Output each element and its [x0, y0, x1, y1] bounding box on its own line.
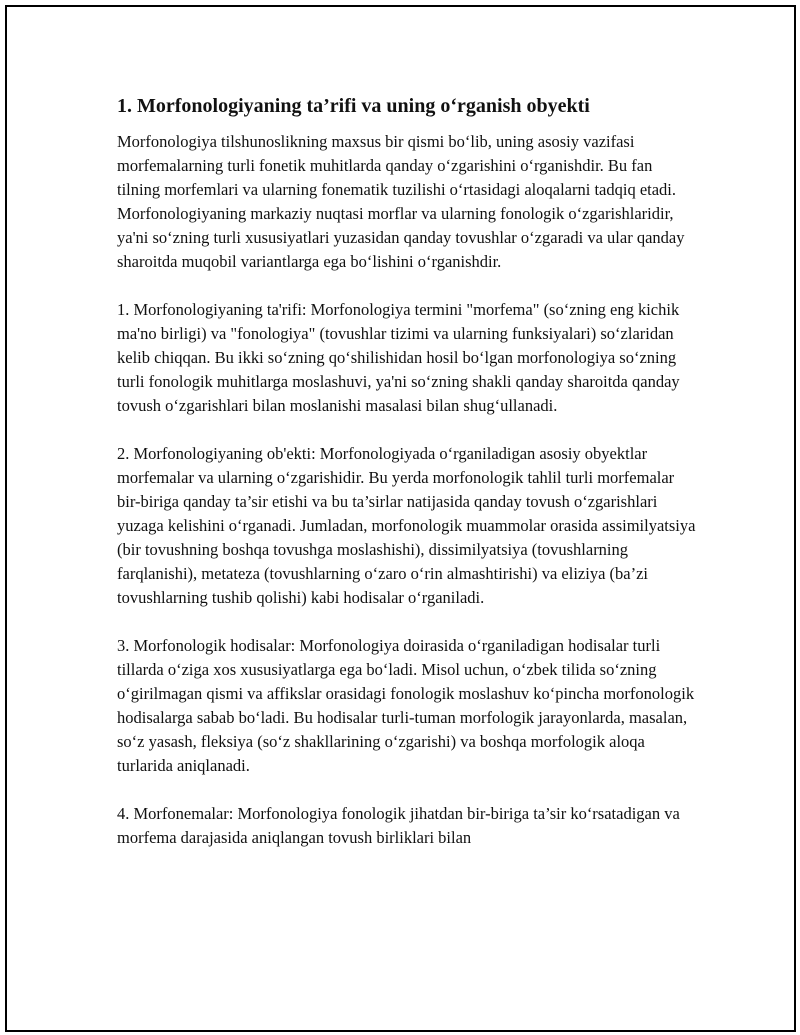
section-heading: 1. Morfonologiyaning ta’rifi va uning o‘rganish obyekti — [117, 95, 590, 117]
paragraph-object: 2. Morfonologiyaning ob'ekti: Morfonologiyada o‘rganiladigan asosiy obyektlar morfemalar va ularning o‘zgarishidir. Bu yerda morfonologik tahlil turli morfemalar bir-biriga qanday ta’sir etishi va bu ta’sirlar natijasida qanday tovush o‘zgarishlari yuzaga kelishini o‘rganadi. Jumladan, morfonologik muammolar orasida assimilyatsiya (bir tovushning boshqa tovushga moslashishi), dissimilyatsiya (tovushlarning farqlanishi), metateza (tovushlarning o‘zaro o‘rin almashtirishi) va eliziya (ba’zi tovushlarning tushib qolishi) kabi hodisalar o‘rganiladi. — [117, 444, 696, 607]
paragraph-intro: Morfonologiya tilshunoslikning maxsus bir qismi bo‘lib, uning asosiy vazifasi morfemalarning turli fonetik muhitlarda qanday o‘zgarishini o‘rganishdir. Bu fan tilning morfemlari va ularning fonematik tuzilishi o‘rtasidagi aloqalarni tadqiq etadi. Morfonologiyaning markaziy nuqtasi morflar va ularning fonologik o‘zgarishlaridir, ya'ni so‘zning turli xususiyatlari yuzasidan qanday tovushlar o‘zgaradi va ular qanday sharoitda muqobil variantlarga ega bo‘lishini o‘rganishdir. — [117, 132, 685, 271]
paragraph-phenomena: 3. Morfonologik hodisalar: Morfonologiya doirasida o‘rganiladigan hodisalar turli tillarda o‘ziga xos xususiyatlarga ega bo‘ladi. Misol uchun, o‘zbek tilida so‘zning o‘girilmagan qismi va affikslar orasidagi fonologik moslashuv ko‘pincha morfonologik hodisalarga sabab bo‘ladi. Bu hodisalar turli-tuman morfologik jarayonlarda, masalan, so‘z yasash, fleksiya (so‘z shakllarining o‘zgarishi) va boshqa morfologik aloqa turlarida aniqlanadi. — [117, 636, 695, 775]
paragraph-morphonemes: 4. Morfonemalar: Morfonologiya fonologik jihatdan bir-biriga ta’sir ko‘rsatadigan va morfema darajasida aniqlangan tovush birliklari bilan — [117, 804, 680, 847]
document-body — [117, 92, 697, 874]
paragraph-definition: 1. Morfonologiyaning ta'rifi: Morfonologiya termini "morfema" (so‘zning eng kichik ma'no birligi) va "fonologiya" (tovushlar tizimi va ularning funksiyalari) so‘zlaridan kelib chiqqan. Bu ikki so‘zning qo‘shilishidan hosil bo‘lgan morfonologiya so‘zning turli fonologik muhitlarga moslashuvi, ya'ni so‘zning shakli qanday sharoitda qanday tovush o‘zgarishlari bilan moslanishi masalasi bilan shug‘ullanadi. — [117, 300, 680, 415]
